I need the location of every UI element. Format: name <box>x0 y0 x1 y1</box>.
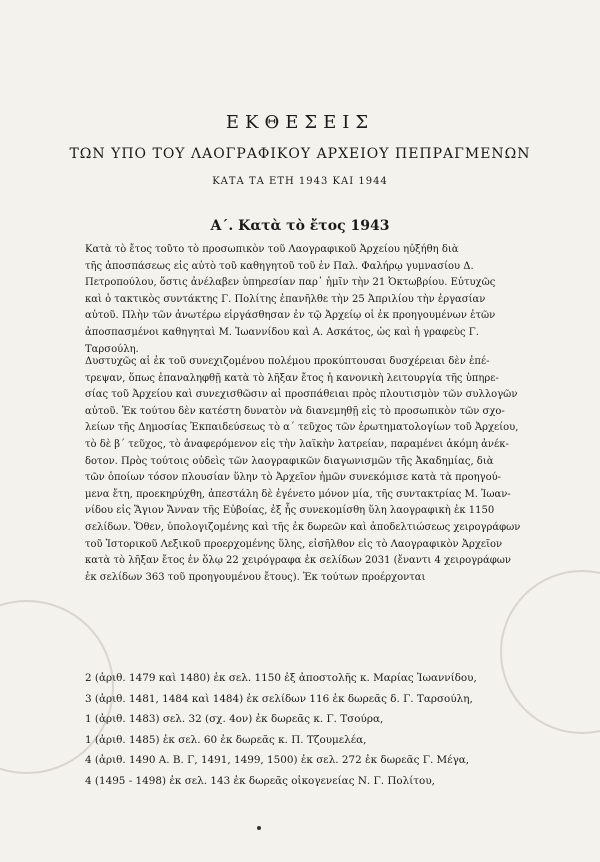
paragraph-1 <box>85 242 540 358</box>
text-line: δοτον. Πρὸς τούτοις οὐδεὶς τῶν λαογραφικῶν διαγωνισμῶν τῆς Ἀκαδημίας, διὰ <box>85 455 494 467</box>
text-line: τρεψαν, ὅπως ἐπαναληφθῇ κατὰ τὸ λῆξαν ἔτος ἡ κανονικὴ λειτουργία τῆς ὑπηρε- <box>85 372 499 384</box>
text-line: τῆς ἀποσπάσεως εἰς αὐτὸ τοῦ καθηγητοῦ τοῦ ἐν Παλ. Φαλήρῳ γυμνασίου Δ. <box>85 260 474 272</box>
text-line: τὸ δὲ β΄ τεῦχος, τὸ ἀναφερόμενον εἰς τὴν λαϊκὴν λατρείαν, παραμένει ἀκόμη ἀνέκ- <box>85 438 509 450</box>
list-item: 1 (ἀριθ. 1485) ἐκ σελ. 60 ἐκ δωρεᾶς κ. Π. Τζουμελέα, <box>85 733 367 746</box>
text-line: καὶ ὁ τακτικὸς συντάκτης Γ. Πολίτης ἐπανῆλθε τὴν 25 Ἀπριλίου τὴν ἐργασίαν <box>85 293 486 305</box>
section-heading: Α΄. Κατὰ τὸ ἔτος 1943 <box>210 218 390 234</box>
page-title: ΕΚΘΕΣΕΙΣ <box>225 112 375 133</box>
list-item: 1 (ἀριθ. 1483) σελ. 32 (σχ. 4ον) ἐκ δωρεᾶς κ. Γ. Τσούρα, <box>85 713 384 726</box>
text-line: ἀποσπασμένοι καθηγηταὶ Μ. Ἰωαννίδου καὶ Α. Ασκάτος, ὡς καὶ ἡ γραφεὺς Γ. <box>85 326 479 338</box>
period-line: ΚΑΤΑ ΤΑ ΕΤΗ 1943 ΚΑΙ 1944 <box>212 176 388 187</box>
text-line: αὐτοῦ. Ἐκ τούτου δὲν κατέστη δυνατὸν νὰ διανεμηθῇ εἰς τὸ προσωπικὸν τῶν σχο- <box>85 405 505 417</box>
list-item: 2 (ἀριθ. 1479 καὶ 1480) ἐκ σελ. 1150 ἐξ ἀποστολῆς κ. Μαρίας Ἰωαννίδου, <box>85 672 477 684</box>
text-line: κατὰ τὸ λῆξαν ἔτος ἐν ὅλῳ 22 χειρόγραφα ἐκ σελίδων 2031 (ἔναντι 4 χειρογράφων <box>85 555 511 567</box>
text-line: σελίδων. Ὅθεν, ὑπολογιζομένης καὶ τῆς ἐκ δωρεῶν καὶ ἀποδελτιώσεως χειρογράφων <box>85 521 521 533</box>
text-line: τῶν ὁποίων τόσον πλουσίαν ὕλην τὸ Ἀρχεῖον ἡμῶν συνεκόμισε κατὰ τὰ προηγού- <box>85 472 502 484</box>
text-line: μενα ἔτη, προεκηρύχθη, ἀπεστάλη δὲ ἐγένετο μόνον μία, τῆς συντακτρίας Μ. Ἰωαν- <box>85 488 511 500</box>
text-line: αὐτοῦ. Πλὴν τῶν ἀνωτέρω εἰργάσθησαν ἐν τῷ Ἀρχείῳ οἱ ἐκ προηγουμένων ἐτῶν <box>85 310 496 322</box>
text-line: ἐκ σελίδων 363 τοῦ προηγουμένου ἔτους). Ἐκ τούτων προέρχονται <box>85 571 426 583</box>
text-line: σίας τοῦ Ἀρχείου καὶ συνεχισθῶσιν αἱ προσπάθειαι πρὸς πλουτισμὸν τῶν συλλογῶν <box>85 389 518 401</box>
print-mark <box>257 826 261 830</box>
text-line: Ταρσούλη. <box>85 343 139 355</box>
page-subtitle: ΤΩΝ ΥΠΟ ΤΟΥ ΛΑΟΓΡΑΦΙΚΟΥ ΑΡΧΕΙΟΥ ΠΕΠΡΑΓΜΕΝΩΝ <box>69 146 531 162</box>
text-line: λείων τῆς Δημοσίας Ἐκπαιδεύσεως τὸ α΄ τεῦχος τῶν ἐρωτηματολογίων τοῦ Ἀρχείου, <box>85 422 519 434</box>
entry-list <box>85 668 540 792</box>
list-item: 4 (1495 - 1498) ἐκ σελ. 143 ἐκ δωρεᾶς οἰκογενείας Ν. Γ. Πολίτου, <box>85 774 435 787</box>
text-line: νίδου εἰς Ἅγιον Ἄνναν τῆς Εὐβοίας, ἐξ ἧς συνεκομίσθη ὕλη λαογραφικὴ ἐκ 1150 <box>85 505 495 517</box>
list-item: 3 (ἀριθ. 1481, 1484 καὶ 1484) ἐκ σελίδων 116 ἐκ δωρεᾶς δ. Γ. Ταρσούλη, <box>85 692 473 705</box>
text-line: τοῦ Ἱστορικοῦ Λεξικοῦ προερχομένης ὕλης, εἰσῆλθον εἰς τὸ Λαογραφικὸν Ἀρχεῖον <box>85 538 503 550</box>
text-line: Πετροπούλου, ὅστις ἀνέλαβεν ὑπηρεσίαν παρ᾿ ἡμῖν τὴν 21 Ὀκτωβρίου. Εὐτυχῶς <box>85 277 496 289</box>
text-line: Δυστυχῶς αἱ ἐκ τοῦ συνεχιζομένου πολέμου προκύπτουσαι δυσχέρειαι δὲν ἐπέ- <box>85 356 490 367</box>
text-line: Κατὰ τὸ ἔτος τοῦτο τὸ προσωπικὸν τοῦ Λαογραφικοῦ Ἀρχείου ηὐξήθη διὰ <box>85 244 459 255</box>
paragraph-2 <box>85 354 540 586</box>
list-item: 4 (ἀριθ. 1490 Α. Β. Γ, 1491, 1499, 1500) ἐκ σελ. 272 ἐκ δωρεᾶς Γ. Μέγα, <box>85 754 470 767</box>
